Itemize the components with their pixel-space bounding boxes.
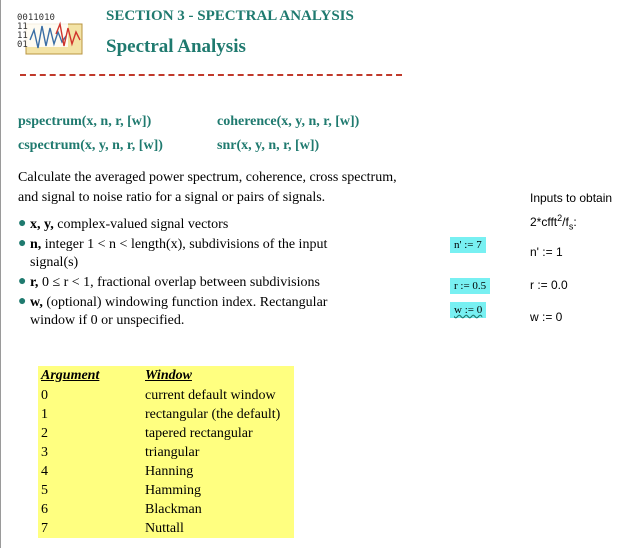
left-margin-rule <box>0 0 1 548</box>
bullet-icon: ● <box>18 216 27 231</box>
table-cell-argument: 2 <box>41 426 48 441</box>
table-header-window: Window <box>145 368 192 383</box>
input-n-value[interactable]: n' := 1 <box>530 245 563 259</box>
function-snr: snr(x, y, n, r, [w]) <box>217 138 320 153</box>
list-item <box>18 294 373 330</box>
bullet-term: r, <box>30 275 39 290</box>
table-cell-window: Nuttall <box>145 521 184 536</box>
input-w-value: w := 0 <box>454 304 483 316</box>
logo-digits-4: 01 <box>17 40 28 50</box>
dashed-divider <box>20 74 402 76</box>
bullet-term: x, y, <box>30 217 54 232</box>
input-r-value[interactable]: r := 0.0 <box>530 278 568 292</box>
function-coherence: coherence(x, y, n, r, [w]) <box>217 114 360 129</box>
binary-waveform-icon <box>16 10 86 56</box>
table-cell-window: Blackman <box>145 502 202 517</box>
table-cell-window: rectangular (the default) <box>145 407 281 422</box>
input-w-value[interactable]: w := 0 <box>530 310 563 324</box>
table-cell-argument: 0 <box>41 388 48 403</box>
bullet-term: n, <box>30 237 42 252</box>
inputs-panel-heading <box>530 188 612 236</box>
bullet-text: integer 1 < n < length(x), subdivisions of the input signal(s) <box>30 237 328 270</box>
table-cell-window: current default window <box>145 388 276 403</box>
list-item <box>18 216 373 234</box>
page-title: Spectral Analysis <box>106 36 246 57</box>
argument-list <box>18 216 373 332</box>
logo-digits-1: 0011010 <box>17 13 55 23</box>
list-item <box>18 236 373 272</box>
table-cell-argument: 3 <box>41 445 48 460</box>
bullet-icon: ● <box>18 236 27 251</box>
formula-superscript: 2 <box>557 213 563 223</box>
table-cell-argument: 4 <box>41 464 48 479</box>
table-cell-window: triangular <box>145 445 200 460</box>
formula-part: 2*cfft <box>530 215 558 229</box>
input-r-highlighted[interactable]: r := 0.5 <box>450 278 490 294</box>
inputs-heading-line2 <box>530 208 612 236</box>
function-pspectrum: pspectrum(x, n, r, [w]) <box>18 114 152 129</box>
list-item <box>18 274 373 292</box>
formula-part: : <box>573 215 577 229</box>
bullet-text: (optional) windowing function index. Rectangular window if 0 or unspecified. <box>30 295 328 328</box>
formula-subscript: s <box>568 221 574 232</box>
formula-part: /f <box>562 215 569 229</box>
bullet-icon: ● <box>18 274 27 289</box>
table-cell-window: tapered rectangular <box>145 426 253 441</box>
table-cell-window: Hamming <box>145 483 201 498</box>
table-cell-argument: 5 <box>41 483 48 498</box>
input-n-highlighted[interactable]: n' := 7 <box>450 237 486 253</box>
bullet-icon: ● <box>18 294 27 309</box>
inputs-heading-line1: Inputs to obtain <box>530 191 613 205</box>
bullet-term: w, <box>30 295 43 310</box>
bullet-text: complex-valued signal vectors <box>53 217 229 232</box>
description: Calculate the averaged power spectrum, coherence, cross spectrum, and signal to noise ratio for a signal or pairs of signals. <box>18 170 397 205</box>
logo-digits-3: 11 <box>17 31 28 41</box>
function-cspectrum: cspectrum(x, y, n, r, [w]) <box>18 138 163 153</box>
bullet-text: 0 ≤ r < 1, fractional overlap between subdivisions <box>38 275 320 290</box>
section-title: SECTION 3 - SPECTRAL ANALYSIS <box>106 8 354 24</box>
table-cell-argument: 7 <box>41 521 48 536</box>
table-cell-argument: 6 <box>41 502 48 517</box>
table-cell-window: Hanning <box>145 464 194 479</box>
table-cell-argument: 1 <box>41 407 48 422</box>
table-header-argument: Argument <box>41 368 100 383</box>
window-table <box>38 366 294 538</box>
logo-digits-2: 11 <box>17 22 28 32</box>
input-w-highlighted[interactable] <box>450 302 486 318</box>
